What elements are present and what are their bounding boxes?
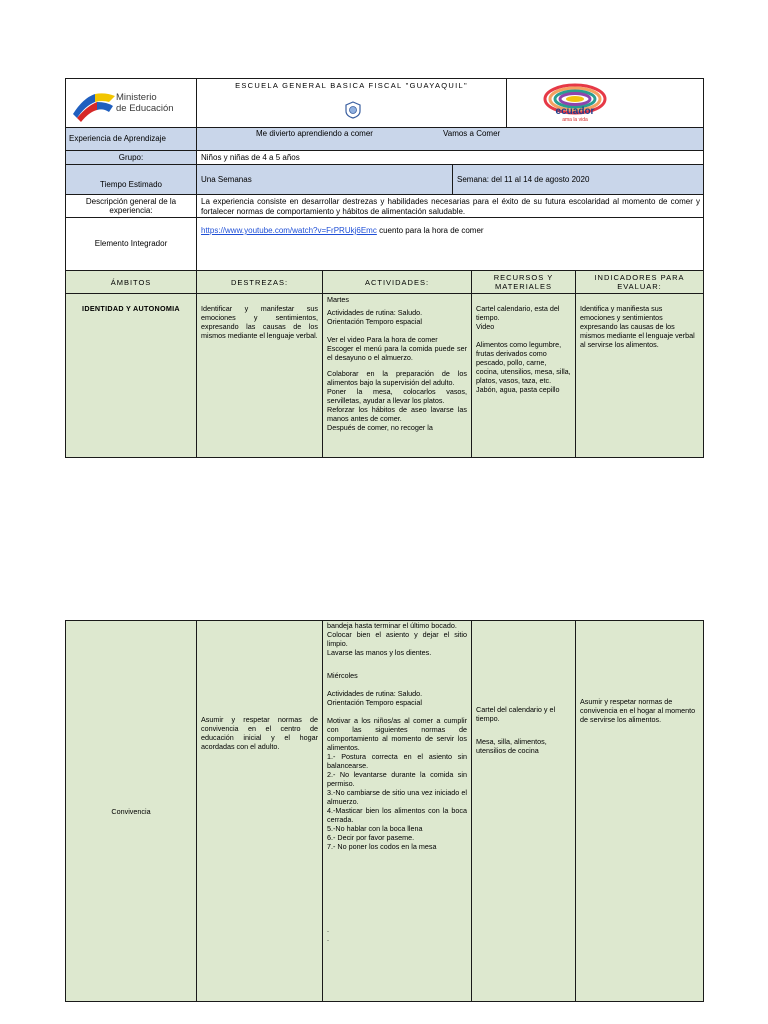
school-emblem-icon xyxy=(344,101,362,119)
header-ambitos: ÁMBITOS xyxy=(65,270,197,294)
semana-cell xyxy=(452,164,704,195)
grupo-value-cell xyxy=(196,150,704,165)
row1-actividad-video: Ver el video Para la hora de comer Escoger el menú para la comida puede ser el desayuno o el almuerzo. xyxy=(327,335,467,362)
school-name-cell xyxy=(196,78,507,128)
row1-ambito-cell xyxy=(65,293,197,458)
ecuador-logo-cell xyxy=(506,78,704,128)
row1-destreza-cell xyxy=(196,293,323,458)
row2-ambito-cell xyxy=(65,620,197,1002)
row1-actividad-colaborar: Colaborar en la preparación de los alimentos bajo la supervisión del adulto. Poner la mesa, colocarlos vasos, servilletas, ayudar a llevar los platos. Reforzar los hábitos de aseo lavarse las manos antes de comer. Después de comer, no recoger la xyxy=(327,369,467,432)
ministry-logo-line1: Ministerio xyxy=(116,92,157,103)
descripcion-value: La experiencia consiste en desarrollar destrezas y habilidades necesarias para el éxito de su futura escolaridad al momento de comer y fortalecer normas de comportamiento y hábitos de alimentación saludable. xyxy=(201,197,700,216)
semana-value: Semana: del 11 al 14 de agosto 2020 xyxy=(457,175,590,184)
elemento-value-cell xyxy=(196,217,704,271)
header-recursos: RECURSOS Y MATERIALES xyxy=(471,270,576,294)
ecuador-logo-tagline: ama la vida xyxy=(562,117,588,123)
descripcion-label: Descripción general de la experiencia: xyxy=(85,196,177,215)
row1-actividad-rutina: Actividades de rutina: Saludo. Orientación Temporo espacial xyxy=(327,308,423,326)
row2-ambito: Convivencia xyxy=(111,806,151,816)
elemento-text: cuento para la hora de comer xyxy=(376,226,484,235)
header-actividades: ACTIVIDADES: xyxy=(322,270,472,294)
row2-recurso-1: Cartel del calendario y el tiempo. xyxy=(476,705,556,723)
experiencia-value: Me divierto aprendiendo a comer xyxy=(256,129,373,138)
row1-indicador-cell xyxy=(575,293,704,458)
planning-table-page1 xyxy=(65,78,704,458)
row1-actividad-day: Martes xyxy=(327,295,349,304)
grupo-label-cell xyxy=(65,150,197,165)
descripcion-value-cell xyxy=(196,194,704,218)
tiempo-label-cell xyxy=(65,164,197,195)
planning-table-page2 xyxy=(65,620,704,1002)
row2-actividad-dots: . . xyxy=(327,925,329,943)
elemento-link[interactable]: https://www.youtube.com/watch?v=FrPRUkj6Emc xyxy=(201,226,377,235)
tiempo-label: Tiempo Estimado xyxy=(100,180,162,189)
row2-actividad-continuacion: bandeja hasta terminar el último bocado. Colocar bien el asiento y dejar el sitio limpio. Lavarse las manos y los dientes. xyxy=(327,621,467,657)
row2-actividades-cell xyxy=(322,620,472,1002)
school-name: ESCUELA GENERAL BASICA FISCAL "GUAYAQUIL" xyxy=(235,81,468,90)
row1-recurso-1: Cartel calendario, esta del tiempo. Video xyxy=(476,304,560,331)
tiempo-value: Una Semanas xyxy=(201,175,252,184)
header-indicadores: INDICADORES PARA EVALUAR: xyxy=(575,270,704,294)
grupo-label: Grupo: xyxy=(118,152,144,162)
row2-recursos-cell xyxy=(471,620,576,1002)
ministry-flag-logo xyxy=(69,84,123,124)
ministry-logo-cell xyxy=(65,78,197,128)
experiencia-label-cell xyxy=(65,127,197,151)
row2-actividad-day: Miércoles xyxy=(327,671,358,680)
grupo-value: Niños y niñas de 4 a 5 años xyxy=(201,152,300,162)
row1-destreza: Identificar y manifestar sus emociones y sentimientos, expresando las causas de los mismos mediante el lenguaje verbal. xyxy=(201,304,318,340)
ecuador-logo-word: ecuador xyxy=(555,106,595,117)
row2-destreza-cell xyxy=(196,620,323,1002)
tiempo-value-cell xyxy=(196,164,453,195)
row2-actividad-normas: Motivar a los niños/as al comer a cumplir con las siguientes normas de comportamiento al momento de servir los alimentos. 1.- Postura correcta en el asiento sin balancearse. 2.- No levantarse durante la comida sin permiso. 3.-No cambiarse de sitio una vez iniciado el almuerzo. 4.-Masticar bien los alimentos con la boca cerrada. 5.-No hablar con la boca llena 6.- Decir por favor paseme. 7.- No poner los codos en la mesa xyxy=(327,716,467,851)
elemento-label-cell xyxy=(65,217,197,271)
experiencia-value-2: Vamos a Comer xyxy=(443,129,501,138)
row2-destreza: Asumir y respetar normas de convivencia en el centro de educación inicial y el hogar acordadas con el adulto. xyxy=(201,715,318,751)
descripcion-label-cell xyxy=(65,194,197,218)
header-destrezas: DESTREZAS: xyxy=(196,270,323,294)
row2-indicador: Asumir y respetar normas de convivencia en el hogar al momento de servirse los alimentos. xyxy=(580,697,696,724)
row1-ambito: IDENTIDAD Y AUTONOMIA xyxy=(82,304,180,313)
row1-indicador: Identifica y manifiesta sus emociones y sentimientos expresando las causas de los mismos mediante el lenguaje verbal al servirse los alimentos. xyxy=(580,304,695,349)
experiencia-value-cell xyxy=(196,127,704,151)
elemento-label: Elemento Integrador xyxy=(94,239,168,249)
row1-actividades-cell xyxy=(322,293,472,458)
row2-actividad-rutina: Actividades de rutina: Saludo. Orientación Temporo espacial xyxy=(327,689,423,707)
row2-recurso-2: Mesa, silla, alimentos, utensilios de cocina xyxy=(476,737,547,755)
row2-indicador-cell xyxy=(575,620,704,1002)
experiencia-label: Experiencia de Aprendizaje xyxy=(69,134,166,144)
ministry-logo-line2: de Educación xyxy=(116,103,174,114)
row1-recursos-cell xyxy=(471,293,576,458)
row1-recurso-2: Alimentos como legumbre, frutas derivados como pescado, pollo, carne, cocina, utensilios, mesa, silla, platos, vasos, taza, etc. Jabón, agua, pasta cepillo xyxy=(476,340,571,394)
